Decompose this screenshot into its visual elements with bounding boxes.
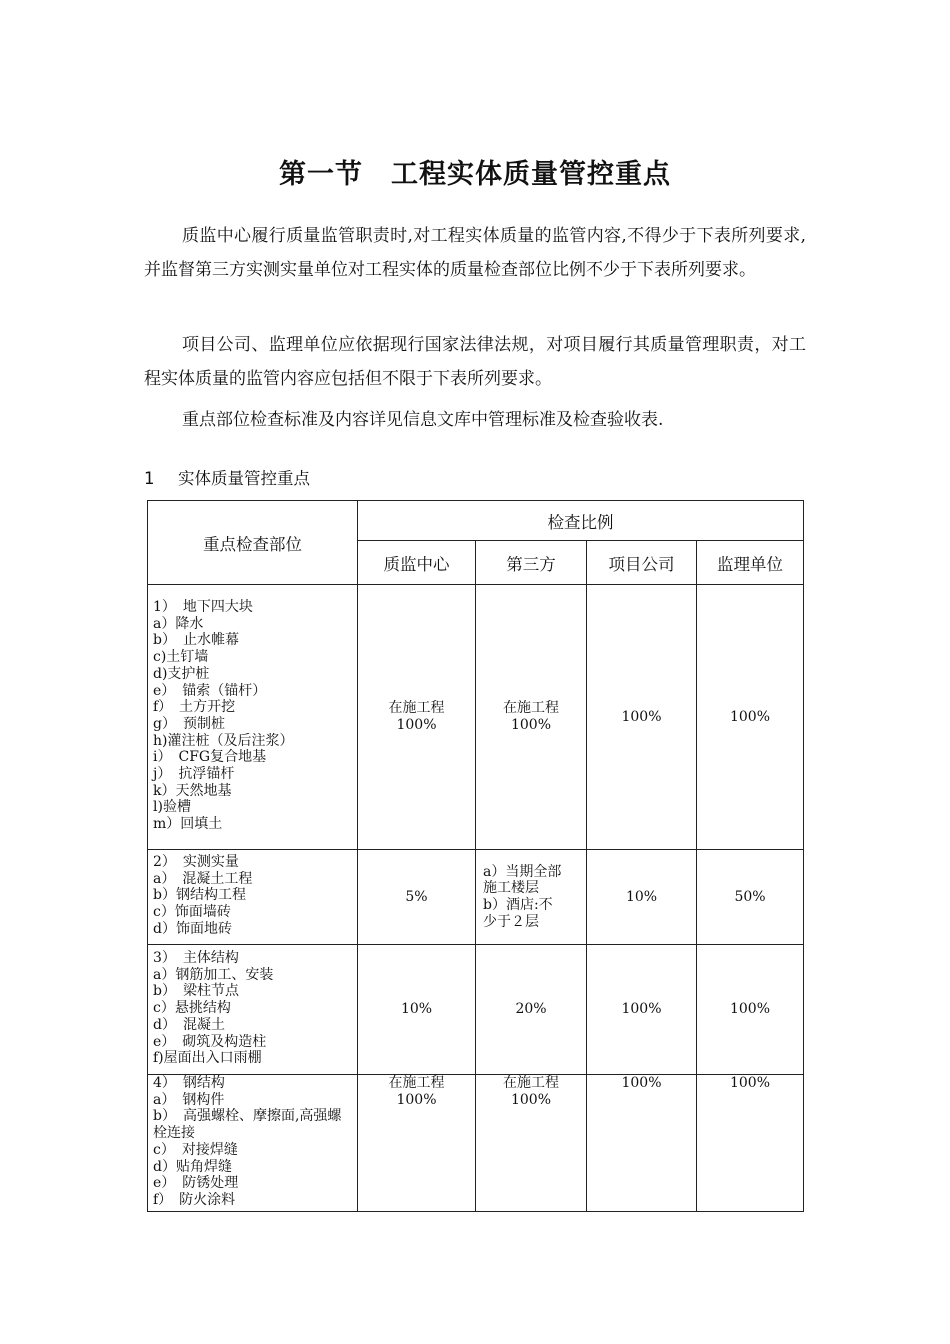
value-line: 100%: [396, 1091, 437, 1108]
list-item: l)验槽: [153, 799, 191, 816]
row-items: [148, 1075, 358, 1212]
list-item: h)灌注桩（及后注浆）: [153, 732, 294, 749]
supervisor-value: 100%: [697, 1075, 804, 1212]
row-items: [148, 945, 358, 1075]
list-item: e） 锚索（锚杆）: [153, 682, 267, 699]
list-item: j） 抗浮锚杆: [153, 766, 235, 783]
project-company-value: 10%: [587, 850, 697, 945]
header-inspection-part: 重点检查部位: [148, 501, 358, 585]
list-item: 2） 实测实量: [153, 854, 239, 870]
list-item: 4） 钢结构: [153, 1075, 225, 1091]
table-row: [148, 1075, 804, 1212]
quality-center-value: 10%: [358, 945, 476, 1075]
table-row: [148, 850, 804, 945]
value-line: 100%: [510, 717, 552, 733]
header-inspection-ratio: 检查比例: [358, 501, 804, 541]
project-company-value: 100%: [587, 1075, 697, 1212]
header-third-party: 第三方: [476, 541, 587, 585]
list-item: f） 防火涂料: [153, 1191, 236, 1208]
list-item: a）降水: [153, 615, 204, 632]
list-item: 3） 主体结构: [153, 950, 239, 966]
value-line: 在施工程: [503, 1075, 559, 1091]
value-line: 在施工程: [388, 1075, 445, 1091]
paragraph-2: 项目公司、监理单位应依据现行国家法律法规，对项目履行其质量管理职责，对工程实体质量的监管内容应包括但不限于下表所列要求。: [144, 335, 806, 389]
third-party-value: 20%: [476, 945, 587, 1075]
subsection-number: 1: [144, 469, 155, 488]
list-item: c）悬挑结构: [153, 1000, 231, 1017]
list-item: c)土钉墙: [153, 649, 209, 666]
value-line: b）酒店:不: [483, 897, 553, 913]
list-item: m）回填土: [153, 816, 223, 833]
row-items: [148, 585, 358, 850]
supervisor-value: 50%: [697, 850, 804, 945]
project-company-value: 100%: [587, 585, 697, 850]
list-item: a） 钢构件: [153, 1091, 225, 1108]
paragraph-3: 重点部位检查标准及内容详见信息文库中管理标准及检查验收表.: [182, 410, 664, 430]
table-row: [148, 945, 804, 1075]
list-item: 1） 地下四大块: [153, 599, 253, 615]
quality-control-table: [147, 500, 804, 1212]
header-project-company: 项目公司: [587, 541, 697, 585]
list-item: b） 梁柱节点: [153, 983, 239, 1000]
header-supervisor: 监理单位: [697, 541, 804, 585]
value-line: 少于２层: [483, 913, 539, 930]
header-quality-center: 质监中心: [358, 541, 476, 585]
quality-center-value: [358, 1075, 476, 1212]
list-item: c） 对接焊缝: [153, 1141, 238, 1158]
list-item: d）贴角焊缝: [153, 1158, 232, 1175]
table-row: [148, 585, 804, 850]
list-item: c）饰面墙砖: [153, 904, 231, 921]
value-line: 在施工程: [388, 700, 445, 717]
value-line: 施工楼层: [483, 880, 539, 897]
subsection-title: 实体质量管控重点: [178, 469, 310, 488]
list-item: i） CFG复合地基: [153, 749, 267, 766]
list-item: g） 预制桩: [153, 715, 225, 732]
supervisor-value: 100%: [697, 945, 804, 1075]
quality-center-value: [358, 585, 476, 850]
subsection-heading: [144, 465, 310, 489]
list-item: e） 砌筑及构造柱: [153, 1033, 267, 1050]
paragraph-1: 质监中心履行质量监管职责时,对工程实体质量的监管内容,不得少于下表所列要求,并监督第三方实测实量单位对工程实体的质量检查部位比例不少于下表所列要求。: [144, 226, 806, 280]
third-party-value: [476, 585, 587, 850]
list-item: a） 混凝土工程: [153, 870, 253, 887]
value-line: 在施工程: [503, 700, 559, 717]
list-item: f)屋面出入口雨棚: [153, 1050, 262, 1067]
list-item: d)支护桩: [153, 665, 210, 682]
list-item: k）天然地基: [153, 782, 232, 799]
value-line: 100%: [510, 1091, 552, 1108]
section-heading: 第一节 工程实体质量管控重点: [279, 159, 671, 190]
value-line: 100%: [396, 717, 437, 733]
list-item: d） 混凝土: [153, 1016, 225, 1033]
list-item: e） 防锈处理: [153, 1175, 239, 1192]
supervisor-value: 100%: [697, 585, 804, 850]
list-item: b） 高强螺栓、摩擦面,高强螺栓连接: [153, 1108, 342, 1142]
quality-center-value: 5%: [358, 850, 476, 945]
third-party-value: [476, 850, 587, 945]
row-items: [148, 850, 358, 945]
value-line: a）当期全部: [483, 863, 562, 880]
list-item: a）钢筋加工、安装: [153, 966, 274, 983]
project-company-value: 100%: [587, 945, 697, 1075]
list-item: f） 土方开挖: [153, 699, 236, 716]
list-item: d）饰面地砖: [153, 920, 232, 937]
list-item: b）钢结构工程: [153, 887, 246, 904]
list-item: b） 止水帷幕: [153, 632, 239, 649]
third-party-value: [476, 1075, 587, 1212]
